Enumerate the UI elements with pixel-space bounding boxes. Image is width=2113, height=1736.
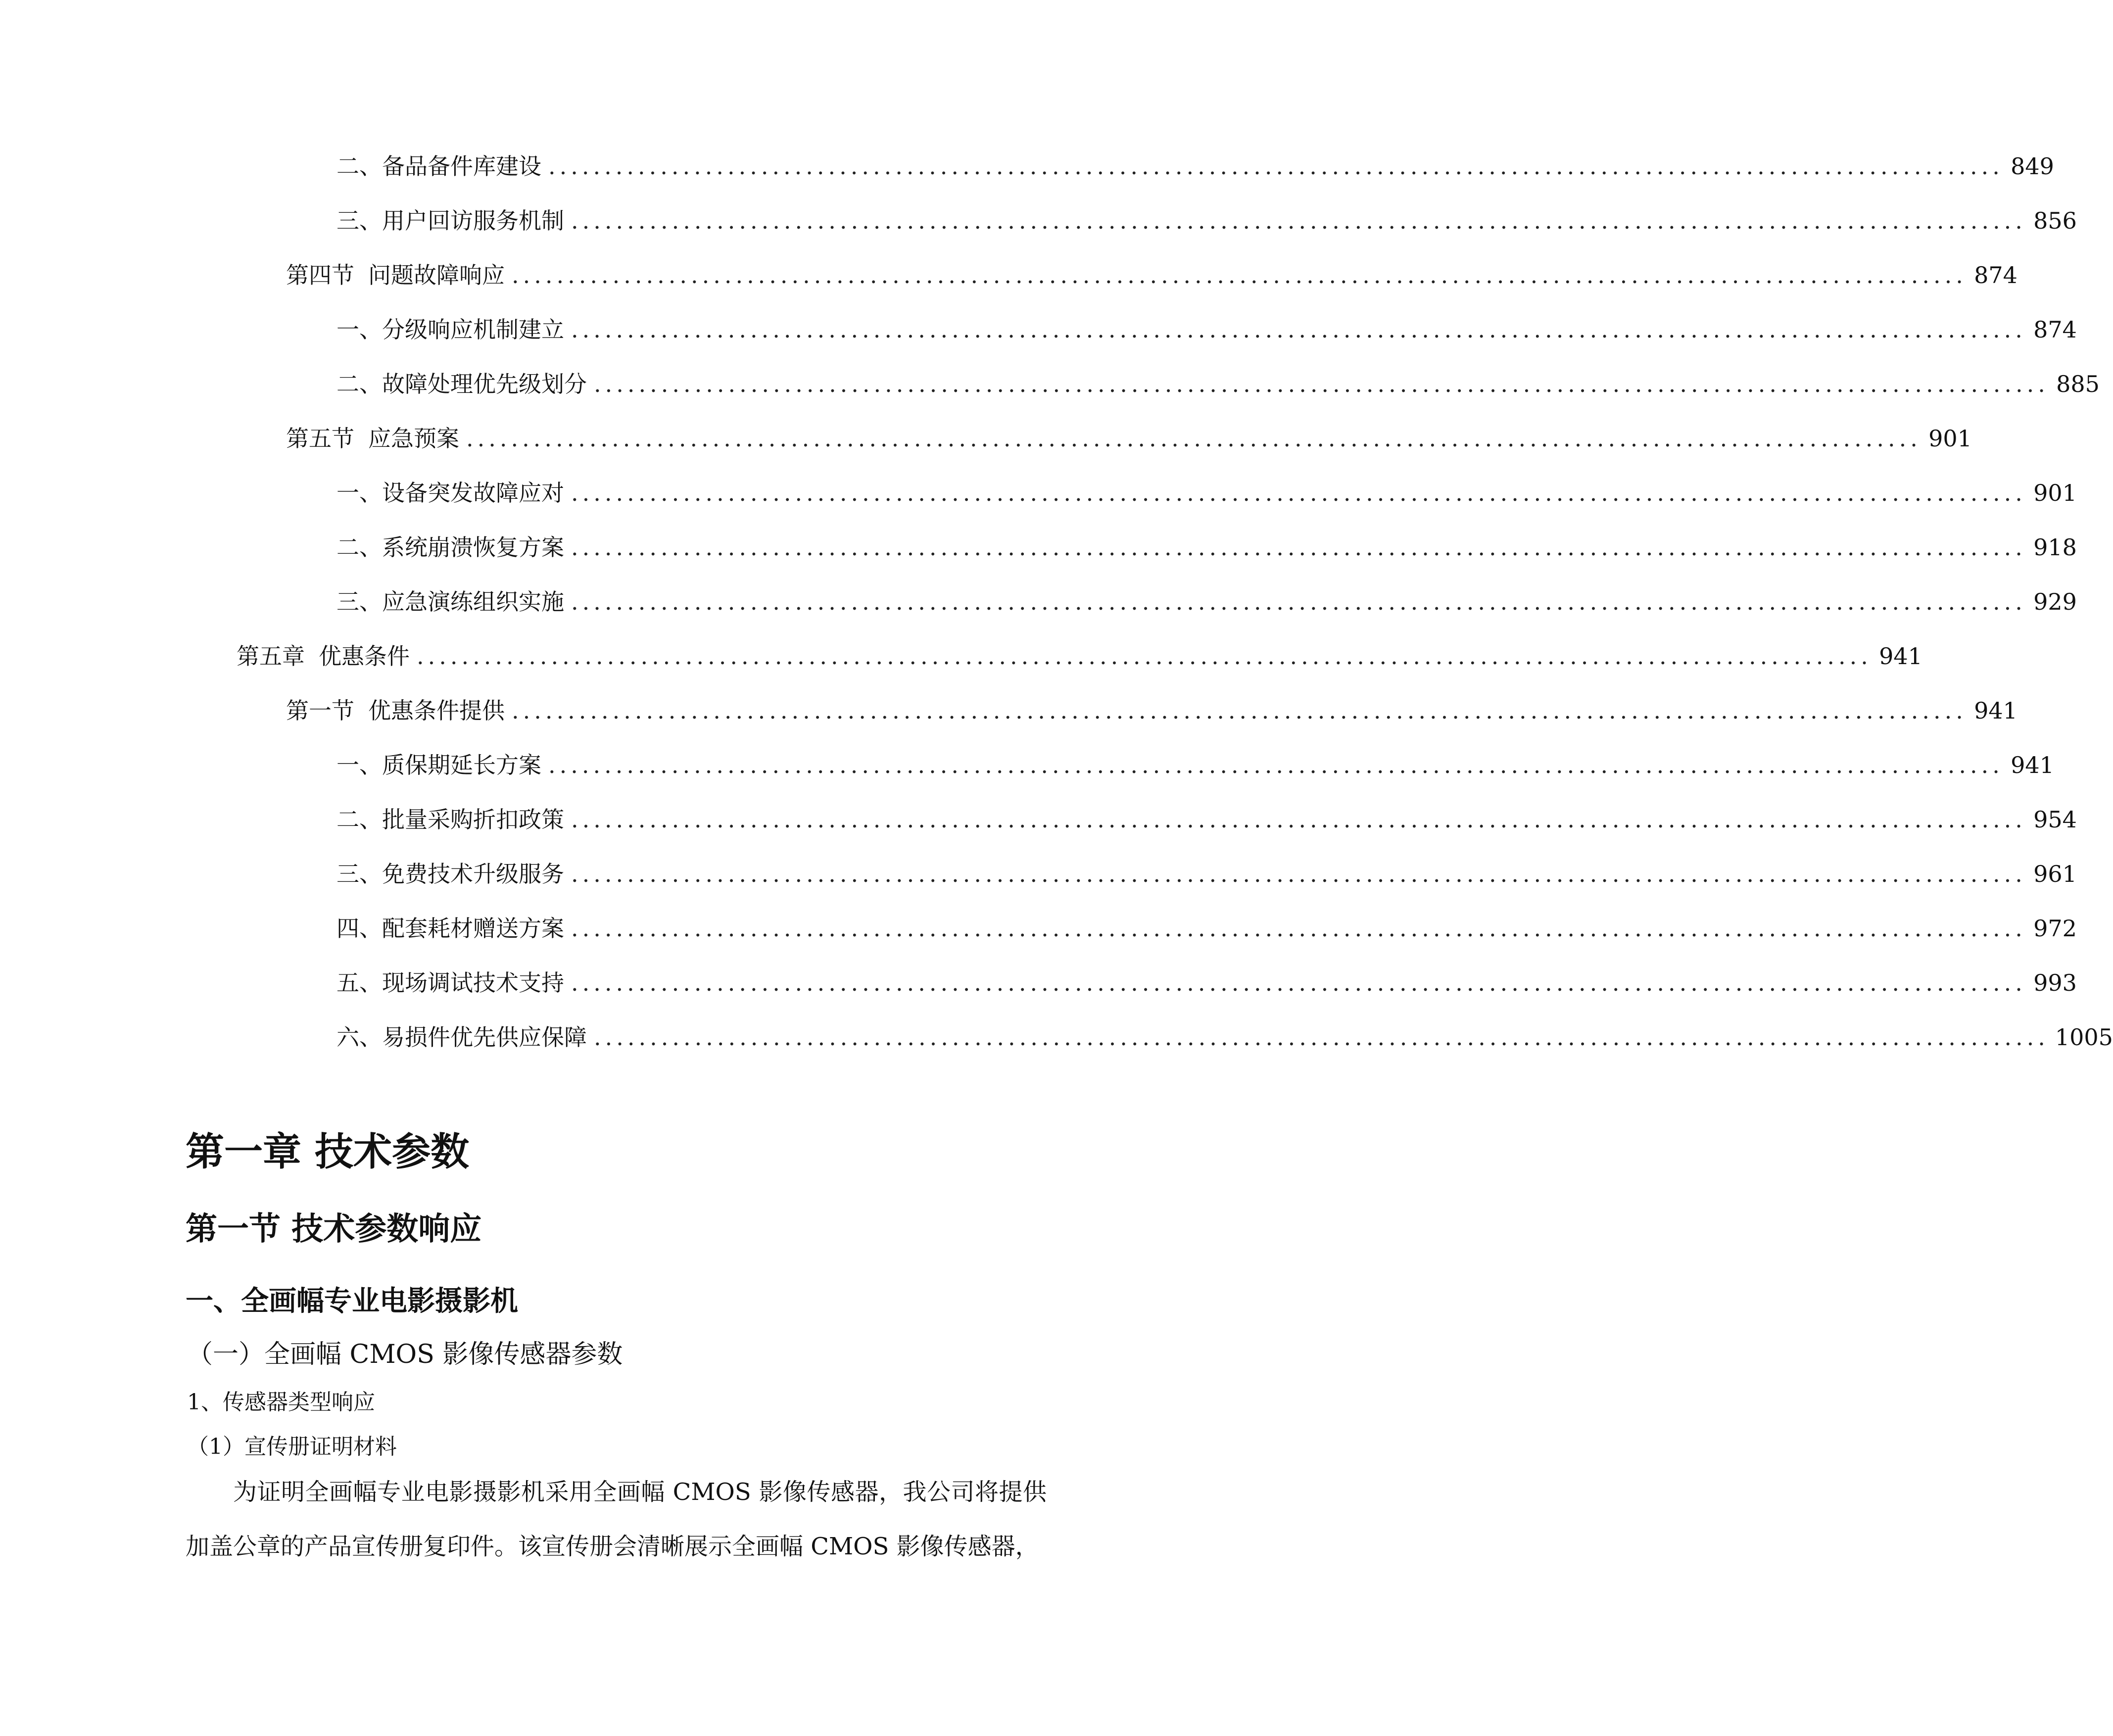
toc-entry-title: 优惠条件提供 xyxy=(368,697,505,724)
toc-dot-leader: .................................................................................................................................. xyxy=(417,643,1872,670)
toc-entry-number: 一、 xyxy=(336,752,382,778)
toc-dot-leader: .................................................................................................................................. xyxy=(466,425,1921,452)
toc-entry-title: 应急演练组织实施 xyxy=(382,588,564,615)
toc-entry-number: 二、 xyxy=(336,153,382,180)
body-paragraph: 为证明全画幅专业电影摄影机采用全画幅 CMOS 影像传感器，我公司将提供加盖公章的产品宣传册复印件。该宣传册会清晰展示全画幅 CMOS 影像传感器， xyxy=(186,1478,1047,1560)
toc-dot-leader: .................................................................................................................................. xyxy=(594,371,2049,397)
toc-dot-leader: .................................................................................................................................. xyxy=(512,262,1967,289)
point-title: 1、传感器类型响应 xyxy=(187,1390,375,1415)
item-title: （一）全画幅 CMOS 影像传感器参数 xyxy=(187,1340,623,1369)
toc-entry-number: 第五章 xyxy=(237,643,305,670)
toc-entry-number: 二、 xyxy=(336,371,382,397)
toc-entry-number: 一、 xyxy=(336,316,382,343)
toc-entry-title: 用户回访服务机制 xyxy=(382,207,564,234)
toc-entry-title: 设备突发故障应对 xyxy=(382,480,564,506)
toc-entry[interactable] xyxy=(336,315,2077,344)
toc-entry[interactable] xyxy=(336,151,2054,181)
toc-dot-leader: .................................................................................................................................. xyxy=(548,752,2004,778)
toc-entry-title: 备品备件库建设 xyxy=(382,153,541,180)
toc-page-number: 918 xyxy=(2033,534,2077,561)
toc-entry-number: 第一节 xyxy=(286,697,354,724)
toc-dot-leader: .................................................................................................................................. xyxy=(571,915,2026,942)
toc-entry-title: 分级响应机制建立 xyxy=(382,316,564,343)
toc-entry-number: 第五节 xyxy=(286,425,354,452)
toc-entry-title: 系统崩溃恢复方案 xyxy=(382,534,564,561)
toc-dot-leader: .................................................................................................................................. xyxy=(571,806,2026,833)
toc-page-number: 874 xyxy=(1974,262,2017,289)
toc-dot-leader: .................................................................................................................................. xyxy=(571,316,2026,343)
toc-page-number: 961 xyxy=(2033,861,2077,887)
toc-entry-title: 免费技术升级服务 xyxy=(382,861,564,887)
toc-entry[interactable] xyxy=(336,478,2077,508)
toc-entry[interactable] xyxy=(336,805,2077,834)
toc-page-number: 874 xyxy=(2033,316,2077,343)
section-title: 第一节 技术参数响应 xyxy=(186,1211,482,1248)
toc-page-number: 901 xyxy=(1928,425,1972,452)
chapter-title: 第一章 技术参数 xyxy=(186,1130,470,1174)
toc-dot-leader: .................................................................................................................................. xyxy=(571,534,2026,561)
toc-entry[interactable] xyxy=(336,1022,2113,1052)
toc-entry[interactable] xyxy=(336,532,2077,562)
toc-entry-title: 易损件优先供应保障 xyxy=(382,1024,587,1051)
toc-entry-number: 二、 xyxy=(336,806,382,833)
toc-entry-title: 现场调试技术支持 xyxy=(382,969,564,996)
toc-page-number: 929 xyxy=(2033,588,2077,615)
toc-entry-number: 六、 xyxy=(336,1024,382,1051)
toc-entry-number: 三、 xyxy=(336,588,382,615)
toc-dot-leader: .................................................................................................................................. xyxy=(571,588,2026,615)
toc-dot-leader: .................................................................................................................................. xyxy=(571,480,2026,506)
toc-page-number: 941 xyxy=(2011,752,2054,778)
toc-entry[interactable] xyxy=(336,859,2077,889)
toc-entry-title: 优惠条件 xyxy=(319,643,410,670)
toc-entry-number: 一、 xyxy=(336,480,382,506)
toc-dot-leader: .................................................................................................................................. xyxy=(571,207,2026,234)
toc-entry-title: 故障处理优先级划分 xyxy=(382,371,587,397)
toc-page-number: 972 xyxy=(2033,915,2077,942)
toc-entry-title: 问题故障响应 xyxy=(368,262,505,289)
toc-entry-title: 质保期延长方案 xyxy=(382,752,541,778)
toc-entry-number: 五、 xyxy=(336,969,382,996)
toc-entry[interactable] xyxy=(336,587,2077,617)
toc-entry-title: 批量采购折扣政策 xyxy=(382,806,564,833)
subpoint-title: （1）宣传册证明材料 xyxy=(187,1434,397,1459)
toc-dot-leader: .................................................................................................................................. xyxy=(571,861,2026,887)
toc-page-number: 849 xyxy=(2011,153,2054,180)
toc-page-number: 954 xyxy=(2033,806,2077,833)
toc-page-number: 885 xyxy=(2056,371,2100,397)
toc-entry[interactable] xyxy=(336,750,2054,780)
toc-entry[interactable] xyxy=(237,641,1922,671)
toc-dot-leader: .................................................................................................................................. xyxy=(548,153,2004,180)
toc-entry-number: 二、 xyxy=(336,534,382,561)
toc-entry[interactable] xyxy=(336,369,2100,399)
toc-page-number: 993 xyxy=(2033,969,2077,996)
toc-entry[interactable] xyxy=(286,424,1972,453)
toc-page-number: 856 xyxy=(2033,207,2077,234)
toc-entry-number: 第四节 xyxy=(286,262,354,289)
toc-page-number: 901 xyxy=(2033,480,2077,506)
toc-entry-number: 三、 xyxy=(336,207,382,234)
subsection-title: 一、全画幅专业电影摄影机 xyxy=(186,1285,518,1317)
toc-entry[interactable] xyxy=(286,260,2017,290)
toc-entry[interactable] xyxy=(336,968,2077,998)
toc-dot-leader: .................................................................................................................................. xyxy=(571,969,2026,996)
toc-dot-leader: .................................................................................................................................. xyxy=(594,1024,2049,1051)
toc-entry[interactable] xyxy=(336,914,2077,943)
toc-page-number: 1005 xyxy=(2055,1024,2113,1051)
toc-entry-number: 四、 xyxy=(336,915,382,942)
toc-entry[interactable] xyxy=(336,206,2077,236)
toc-page-number: 941 xyxy=(1974,697,2017,724)
toc-entry[interactable] xyxy=(286,696,2017,725)
toc-entry-number: 三、 xyxy=(336,861,382,887)
toc-entry-title: 应急预案 xyxy=(368,425,459,452)
toc-page-number: 941 xyxy=(1879,643,1922,670)
toc-entry-title: 配套耗材赠送方案 xyxy=(382,915,564,942)
toc-dot-leader: .................................................................................................................................. xyxy=(512,697,1967,724)
